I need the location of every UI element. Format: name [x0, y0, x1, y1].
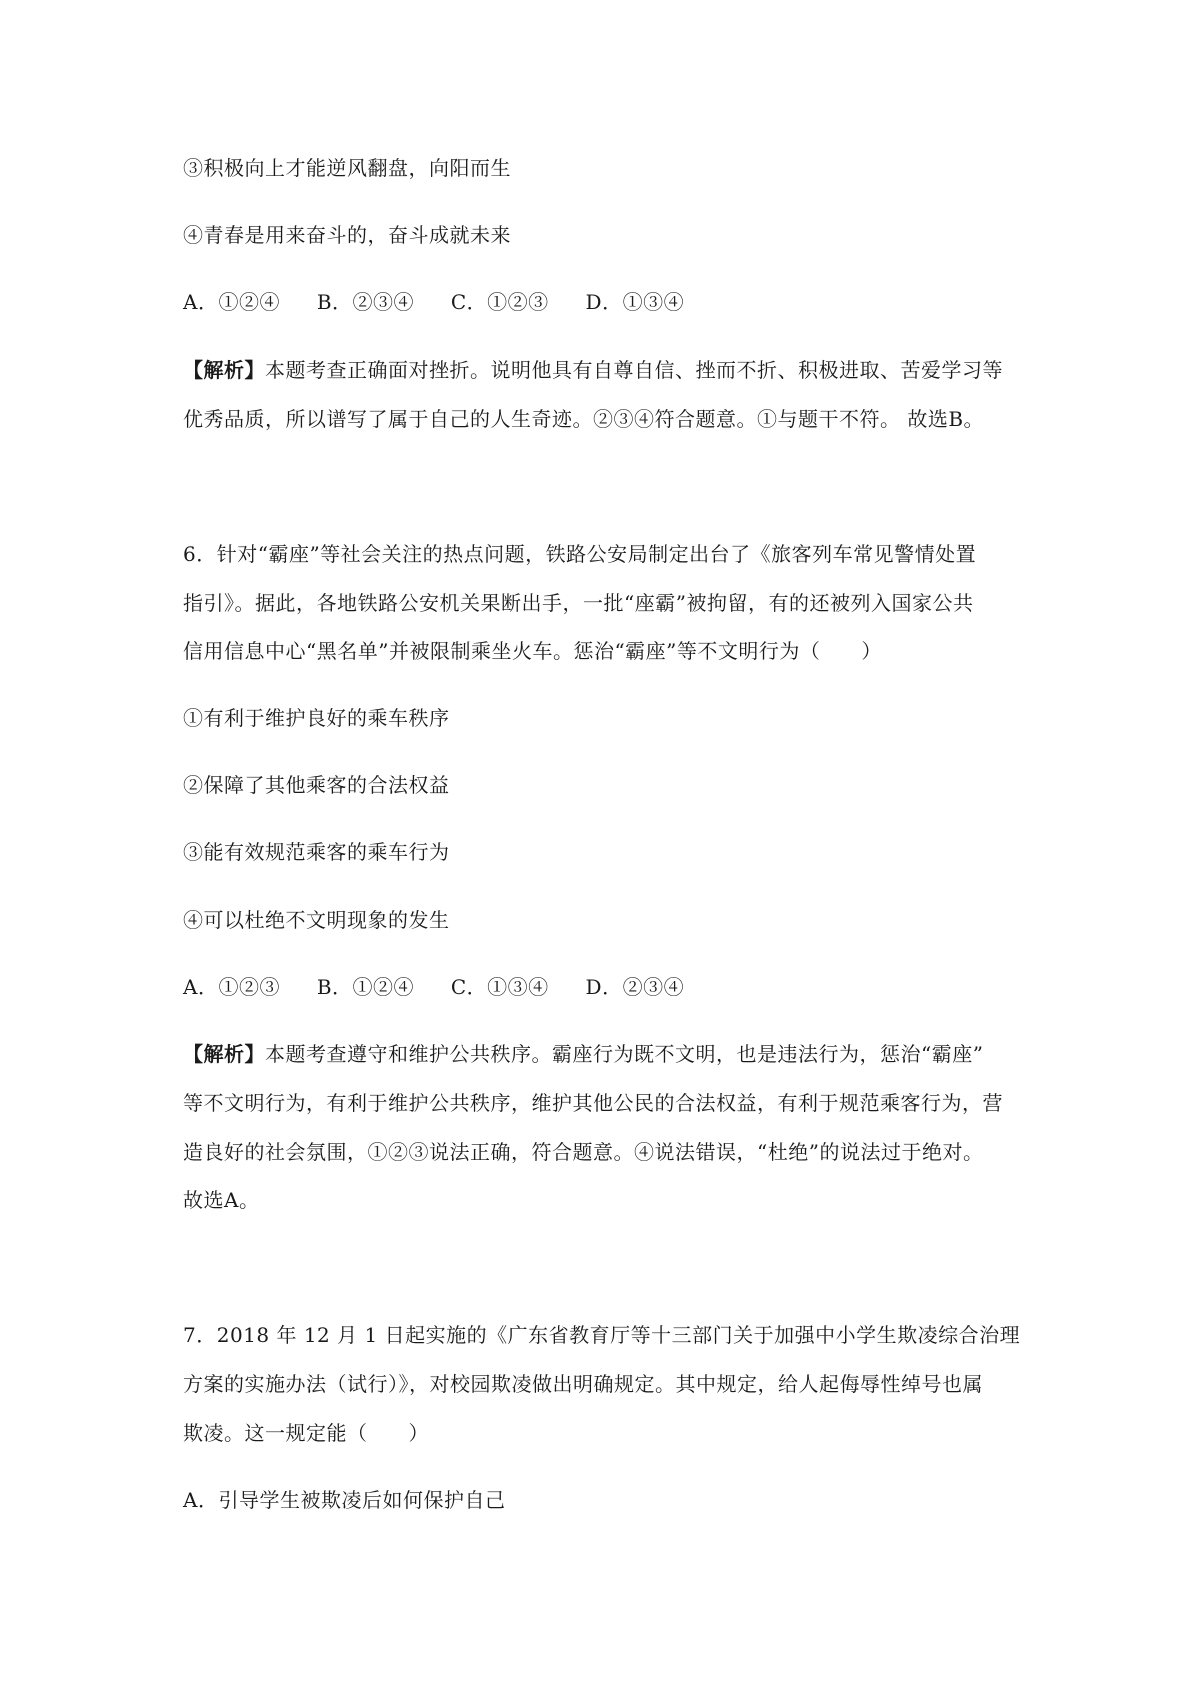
q6-options	[183, 974, 1028, 1001]
q6-item-4: ④可以杜绝不文明现象的发生	[183, 908, 450, 932]
q5-item-3: ③积极向上才能逆风翻盘，向阳而生	[183, 156, 511, 180]
q7-stem-line-3: 欺凌。这一规定能（ ）	[183, 1421, 429, 1445]
q6-stem-line-1: 6．针对“霸座”等社会关注的热点问题，铁路公安局制定出台了《旅客列车常见警情处置	[183, 542, 977, 566]
q6-stem-line-2: 指引》。据此，各地铁路公安机关果断出手，一批“座霸”被拘留，有的还被列入国家公共	[183, 591, 974, 615]
q5-analysis-text-1: 本题考查正确面对挫折。说明他具有自尊自信、挫而不折、积极进取、苦爱学习等	[265, 358, 1003, 382]
q6-item-1: ①有利于维护良好的乘车秩序	[183, 706, 450, 730]
q5-option-c: C．①②③	[450, 290, 549, 314]
q7-option-a: A．引导学生被欺凌后如何保护自己	[183, 1488, 506, 1512]
q6-analysis-text-1: 本题考查遵守和维护公共秩序。霸座行为既不文明，也是违法行为，惩治“霸座”	[265, 1042, 984, 1066]
q6-option-a: A．①②③	[183, 975, 280, 999]
q5-analysis-label: 【解析】	[183, 358, 265, 382]
q5-option-d: D．①③④	[585, 290, 685, 314]
q6-item-2: ②保障了其他乘客的合法权益	[183, 773, 450, 797]
q5-options	[183, 289, 1028, 316]
q6-stem-line-3: 信用信息中心“黑名单”并被限制乘坐火车。惩治“霸座”等不文明行为（ ）	[183, 639, 882, 663]
q6-analysis-line-2: 等不文明行为，有利于维护公共秩序，维护其他公民的合法权益，有利于规范乘客行为，营	[183, 1091, 1003, 1115]
q5-analysis-line-1	[183, 357, 1028, 384]
q7-stem-line-2: 方案的实施办法（试行）》，对校园欺凌做出明确规定。其中规定，给人起侮辱性绰号也属	[183, 1372, 983, 1396]
q6-analysis-line-1	[183, 1041, 1028, 1068]
q5-option-b: B．②③④	[316, 290, 415, 314]
q5-item-4: ④青春是用来奋斗的，奋斗成就未来	[183, 223, 511, 247]
q6-analysis-line-3: 造良好的社会氛围，①②③说法正确，符合题意。④说法错误，“杜绝”的说法过于绝对。	[183, 1140, 984, 1164]
q6-analysis-line-4: 故选A。	[183, 1188, 260, 1212]
q6-option-d: D．②③④	[585, 975, 685, 999]
q5-analysis-line-2: 优秀品质，所以谱写了属于自己的人生奇迹。②③④符合题意。①与题干不符。 故选B。	[183, 407, 985, 431]
q6-item-3: ③能有效规范乘客的乘车行为	[183, 840, 450, 864]
q6-analysis-label: 【解析】	[183, 1042, 265, 1066]
q6-option-b: B．①②④	[316, 975, 415, 999]
q7-stem-line-1: 7．2018 年 12 月 1 日起实施的《广东省教育厅等十三部门关于加强中小学生欺凌综合治理	[183, 1323, 1021, 1347]
q5-option-a: A．①②④	[183, 290, 280, 314]
q6-option-c: C．①③④	[450, 975, 549, 999]
